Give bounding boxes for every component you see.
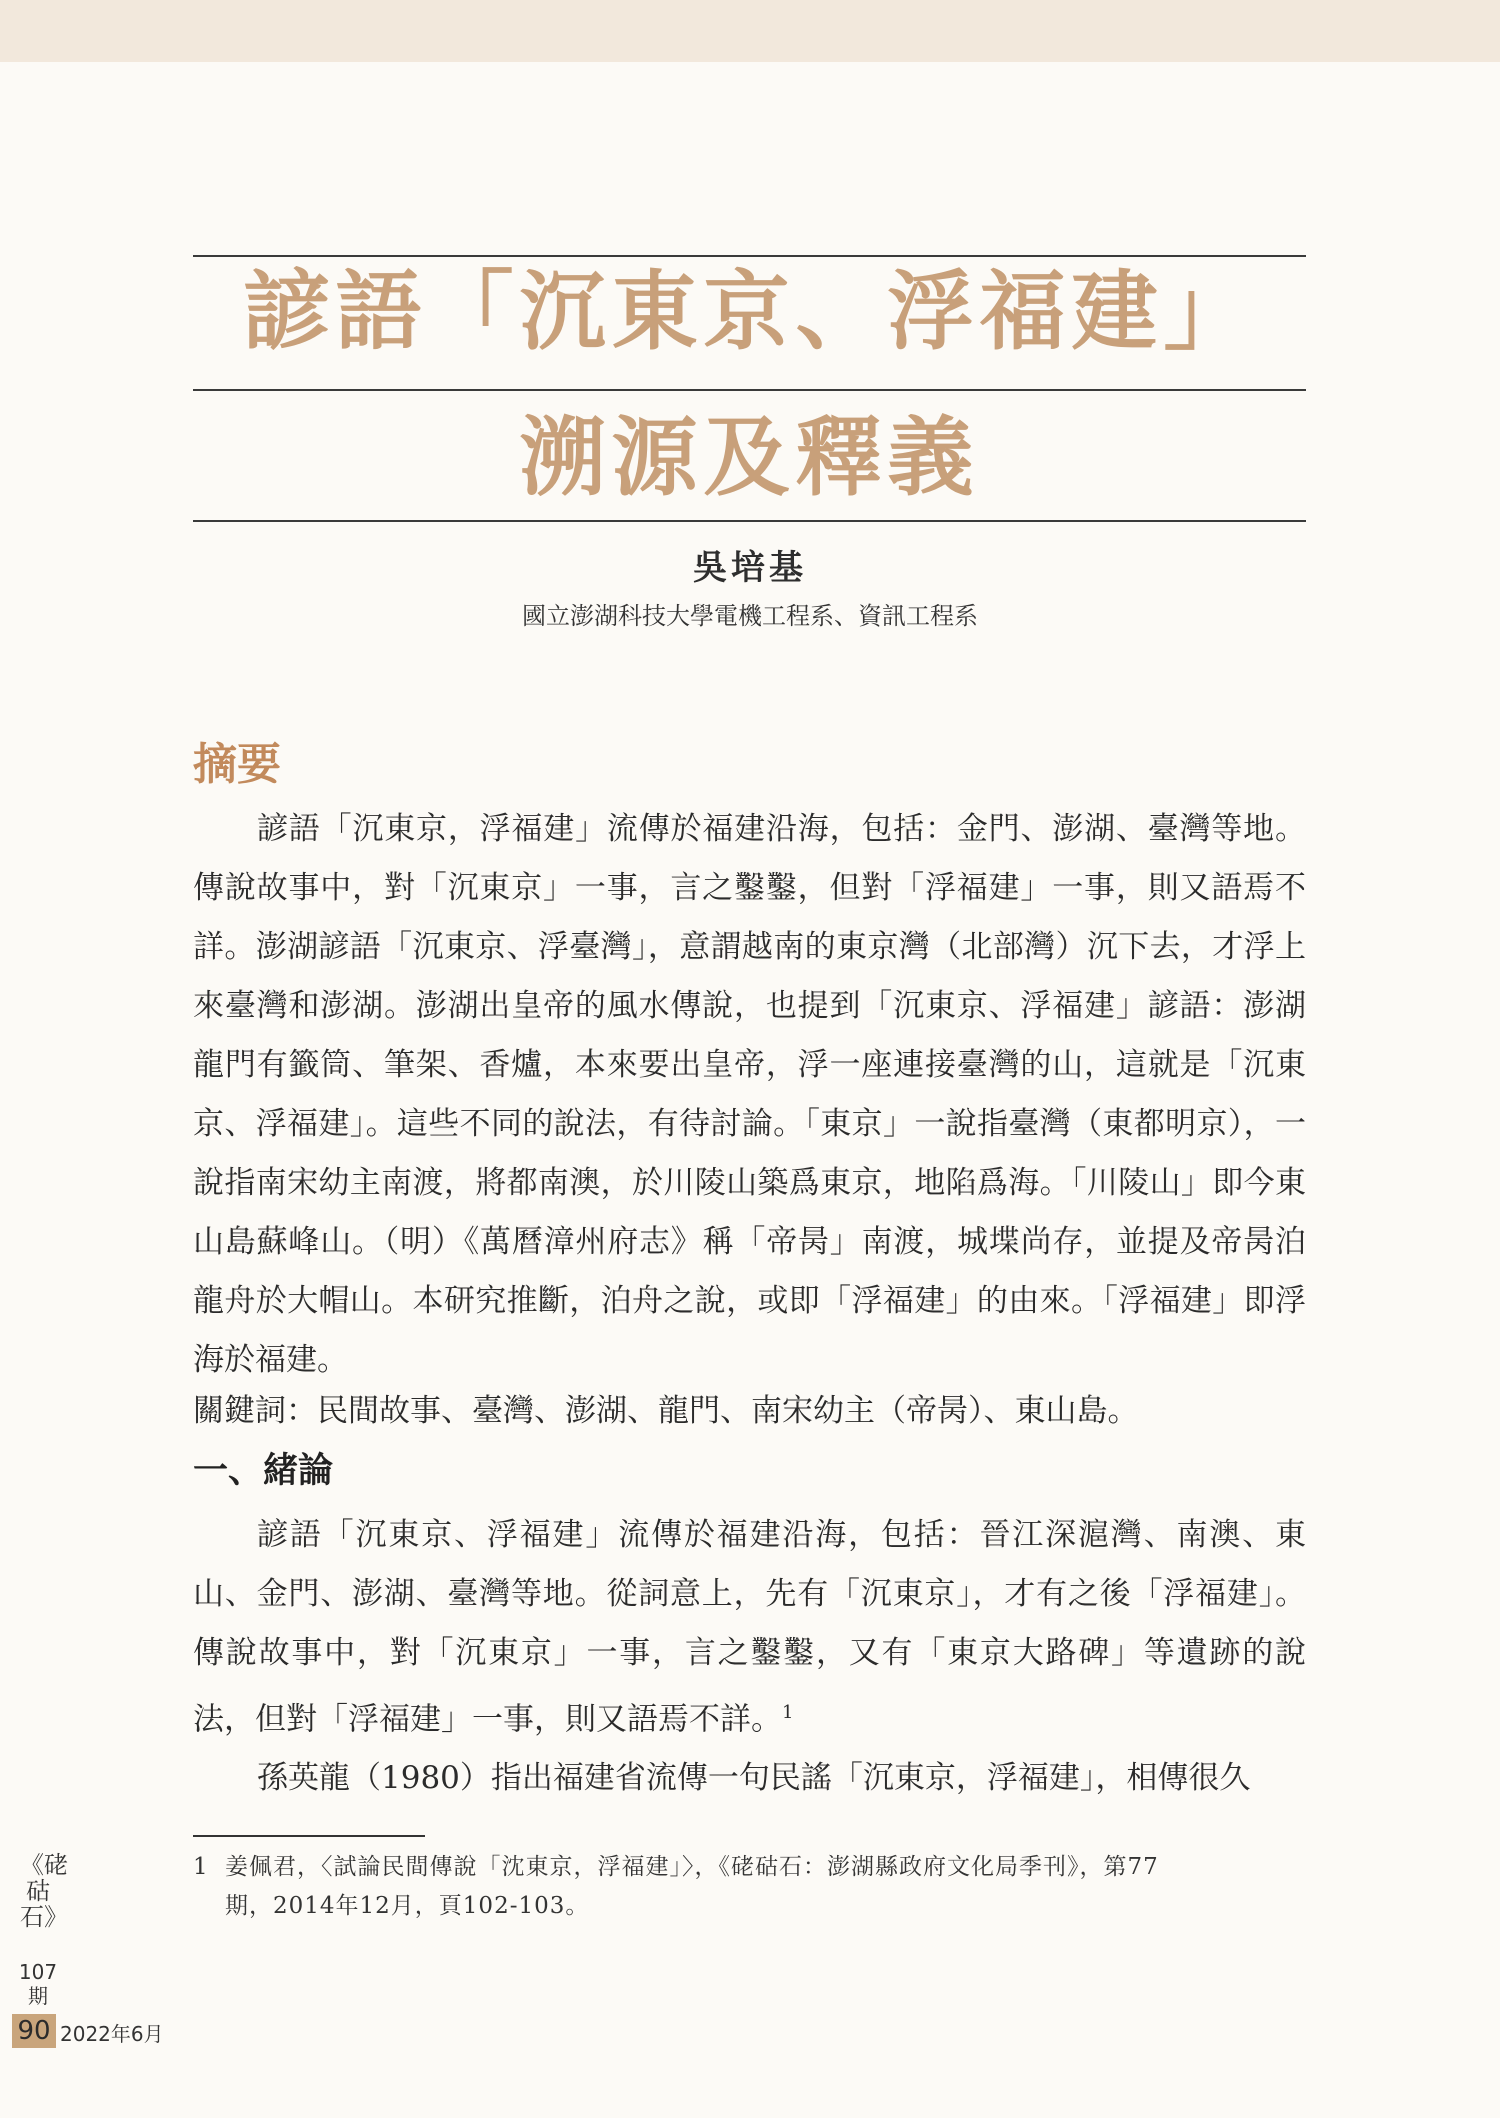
footnote-text-1: 姜佩君，〈試論民間傳說「沈東京，浮福建」〉，《硓𥑮石：澎湖縣政府文化局季刊》，第77 [225,1854,1159,1880]
abstract-body [193,800,1306,1390]
page-number: 90 [12,2014,56,2048]
abstract-paragraph: 諺語「沉東京，浮福建」流傳於福建沿海，包括：金門、澎湖、臺灣等地。傳說故事中，對「沉東京」一事，言之鑿鑿，但對「浮福建」一事，則又語焉不詳。澎湖諺語「沉東京、浮臺灣」，意謂越南的東京灣（北部灣）沉下去，才浮上來臺灣和澎湖。澎湖出皇帝的風水傳說，也提到「沉東京、浮福建」諺語：澎湖龍門有籤筒、筆架、香爐，本來要出皇帝，浮一座連接臺灣的山，這就是「沉東京、浮福建」。這些不同的說法，有待討論。「東京」一說指臺灣（東都明京），一說指南宋幼主南渡，將都南澳，於川陵山築爲東京，地陷爲海。「川陵山」即今東山島蘇峰山。（明）《萬曆漳州府志》稱「帝昺」南渡，城堞尚存，並提及帝昺泊龍舟於大帽山。本研究推斷，泊舟之說，或即「浮福建」的由來。「浮福建」即浮海於福建。 [193,811,1306,1378]
issue-number: 107期 [18,1960,58,2008]
title-rule-middle [193,389,1306,391]
footnote-ref[interactable]: 1 [782,1702,794,1723]
paragraph-1 [193,1506,1306,1749]
footnote [193,1848,1306,1926]
author: 吳培基 [693,548,807,588]
section-body [193,1506,1306,1808]
title-line-1: 諺語「沉東京、浮福建」 [243,261,1256,362]
journal-name: 《硓𥑮石》 [20,1851,68,1931]
section-heading-introduction: 一、緒論 [193,1451,334,1491]
title-rule-bottom [193,520,1306,522]
title-rule-top [193,255,1306,257]
footnote-line-1 [193,1848,1306,1887]
footnote-number: 1 [193,1854,209,1880]
paragraph-1-text: 諺語「沉東京、浮福建」流傳於福建沿海，包括：晉江深滬灣、南澳、東山、金門、澎湖、臺灣等地。從詞意上，先有「沉東京」，才有之後「浮福建」。傳說故事中，對「沉東京」一事，言之鑿鑿，又有「東京大路碑」等遺跡的說法，但對「浮福建」一事，則又語焉不詳。 [193,1517,1306,1738]
paragraph-2: 孫英龍（1980）指出福建省流傳一句民謠「沉東京，浮福建」，相傳很久 [257,1760,1251,1797]
footnote-rule [193,1835,425,1837]
abstract-heading: 摘要 [193,739,281,790]
title-line-2: 溯源及釋義 [519,407,980,508]
keywords: 關鍵詞：民間故事、臺灣、澎湖、龍門、南宋幼主（帝昺）、東山島。 [193,1393,1139,1429]
publication-date: 2022年6月 [60,2022,164,2046]
top-band [0,0,1500,62]
footnote-line-2: 期，2014年12月，頁102-103。 [225,1893,590,1919]
affiliation: 國立澎湖科技大學電機工程系、資訊工程系 [522,602,978,630]
